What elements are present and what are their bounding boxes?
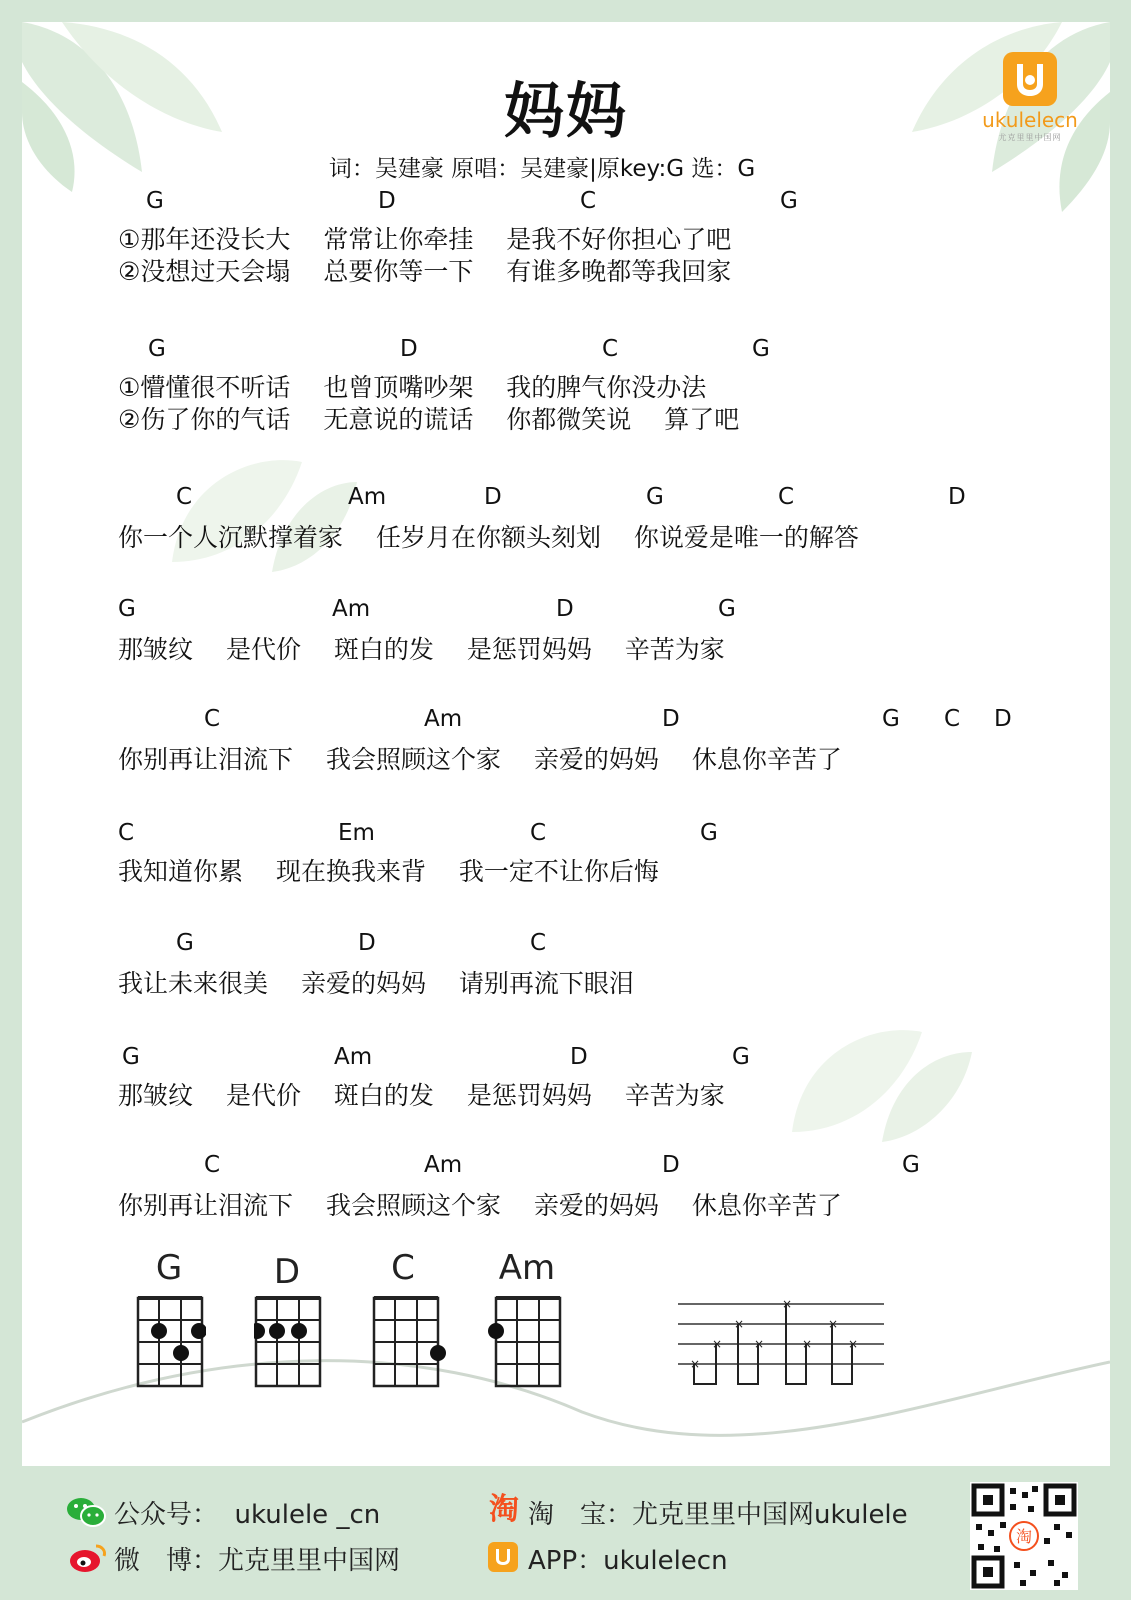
chord: G — [146, 188, 164, 214]
chord: G — [700, 820, 718, 846]
svg-text:×: × — [848, 1337, 859, 1351]
chord: C — [778, 484, 795, 510]
chord: G — [646, 484, 664, 510]
song-sheet — [22, 22, 1110, 1466]
lyric-line: 你别再让泪流下 我会照顾这个家 亲爱的妈妈 休息你辛苦了 — [118, 1191, 842, 1220]
chord-diagram-am — [484, 1248, 564, 1398]
svg-text:×: × — [828, 1317, 839, 1331]
chord-diagram-g — [132, 1248, 206, 1398]
song-credits: 词：吴建豪 原唱：吴建豪|原key:G 选：G — [328, 156, 756, 182]
chord: G — [882, 706, 900, 732]
chord: D — [484, 484, 502, 510]
qr-code — [970, 1482, 1078, 1590]
chord: C — [118, 820, 135, 846]
lyric-line: ①那年还没长大 常常让你牵挂 是我不好你担心了吧 — [118, 225, 732, 254]
chord: C — [602, 336, 619, 362]
logo-subtext: 尤克里里中国网 — [998, 133, 1062, 142]
chord: G — [122, 1044, 140, 1070]
svg-text:×: × — [690, 1357, 701, 1371]
chord: G — [118, 596, 136, 622]
weibo-account: 微 博：尤克里里中国网 — [114, 1546, 401, 1576]
chord-diagram-label: D — [273, 1252, 301, 1292]
lyric-line: 我知道你累 现在换我来背 我一定不让你后悔 — [118, 857, 659, 886]
chord: D — [662, 706, 680, 732]
ukulelecn-logo — [970, 52, 1090, 143]
chord-diagram-d — [250, 1248, 324, 1398]
wechat-icon — [66, 1496, 106, 1528]
lyric-line: 你别再让泪流下 我会照顾这个家 亲爱的妈妈 休息你辛苦了 — [118, 745, 842, 774]
lyric-line: 你一个人沉默撑着家 任岁月在你额头刻划 你说爱是唯一的解答 — [118, 523, 859, 552]
song-title: 妈妈 — [504, 77, 628, 147]
chord: D — [378, 188, 396, 214]
chord: G — [780, 188, 798, 214]
chord: G — [732, 1044, 750, 1070]
chord-diagram-c — [368, 1248, 448, 1398]
leaf-decoration-right — [782, 1012, 982, 1152]
chord-diagram-label: G — [155, 1248, 183, 1288]
chord: Am — [332, 596, 371, 622]
leaf-decoration-middle — [162, 442, 362, 582]
chord: D — [662, 1152, 680, 1178]
chord: G — [718, 596, 736, 622]
chord: C — [176, 484, 193, 510]
chord: Am — [334, 1044, 373, 1070]
svg-text:×: × — [754, 1337, 765, 1351]
chord: Em — [338, 820, 375, 846]
lyric-line: 我让未来很美 亲爱的妈妈 请别再流下眼泪 — [118, 969, 634, 998]
chord: D — [556, 596, 574, 622]
chord: D — [400, 336, 418, 362]
chord: Am — [424, 706, 463, 732]
chord: D — [948, 484, 966, 510]
chord: D — [570, 1044, 588, 1070]
svg-text:淘: 淘 — [1015, 1527, 1033, 1546]
lyric-line: ②没想过天会塌 总要你等一下 有谁多晚都等我回家 — [118, 257, 732, 286]
lyric-line: 那皱纹 是代价 斑白的发 是惩罚妈妈 辛苦为家 — [118, 635, 725, 664]
chord: G — [902, 1152, 920, 1178]
wechat-account: 公众号： ukulele _cn — [114, 1500, 381, 1530]
logo-text: ukulelecn — [982, 108, 1078, 132]
chord: G — [176, 930, 194, 956]
chord: C — [530, 820, 547, 846]
svg-text:×: × — [802, 1337, 813, 1351]
svg-text:×: × — [712, 1337, 723, 1351]
chord: D — [358, 930, 376, 956]
weibo-icon — [68, 1542, 108, 1574]
chord: Am — [424, 1152, 463, 1178]
chord: G — [148, 336, 166, 362]
ukulele-logo-icon — [1003, 52, 1057, 106]
taobao-icon: 淘 — [489, 1492, 519, 1527]
app-name: APP：ukulelecn — [528, 1546, 728, 1576]
chord: C — [580, 188, 597, 214]
chord: Am — [348, 484, 387, 510]
lyric-line: ②伤了你的气话 无意说的谎话 你都微笑说 算了吧 — [118, 405, 740, 434]
chord: C — [944, 706, 961, 732]
svg-text:×: × — [734, 1317, 745, 1331]
chord: D — [994, 706, 1012, 732]
taobao-store: 淘 宝：尤克里里中国网ukulele — [528, 1500, 908, 1530]
chord: C — [530, 930, 547, 956]
chord-diagram-label: Am — [498, 1248, 556, 1288]
lyric-line: ①懵懂很不听话 也曾顶嘴吵架 我的脾气你没办法 — [118, 373, 707, 402]
svg-text:×: × — [782, 1297, 793, 1311]
lyric-line: 那皱纹 是代价 斑白的发 是惩罚妈妈 辛苦为家 — [118, 1081, 725, 1110]
chord: C — [204, 706, 221, 732]
chord: G — [752, 336, 770, 362]
strum-pattern — [674, 1292, 894, 1392]
chord-diagram-label: C — [391, 1248, 415, 1288]
chord: C — [204, 1152, 221, 1178]
app-icon — [488, 1542, 518, 1572]
